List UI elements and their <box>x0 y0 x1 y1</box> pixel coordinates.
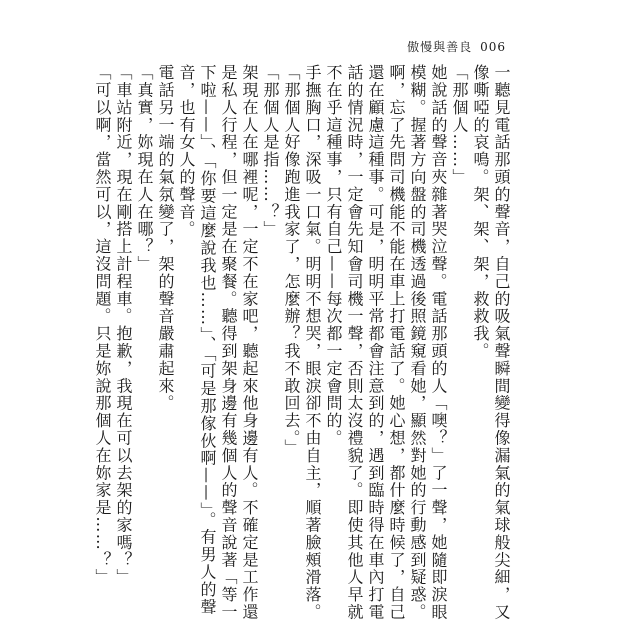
paragraph: 她說話的聲音夾雜著哭泣聲。電話那頭的人「噢？」了一聲，她隨即淚眼模糊。握著方向盤的司機透過後照鏡窺看她，顯然對她的行動感到疑惑。啊，忘了先問司機能不能在車上打電話了。她心想，都什麼時候了，自己還在顧慮這種事。可是，明明平常都會注意到的，遇到臨時得在車內打電話的情況時，一定會先知會司機一聲，否則太沒禮貌了。即使其他人早就不在乎這種事，只有自己——每次都一定會問的。 <box>324 64 448 621</box>
running-header <box>407 38 506 55</box>
paragraph: 「那個人……」 <box>450 64 469 186</box>
paragraph: 電話另一端的氣氛變了，架的聲音嚴肅起來。 <box>156 64 175 412</box>
paragraph: 「那個人是指……？」 <box>261 64 280 238</box>
paragraph: 「真實，妳現在人在哪？」 <box>135 64 154 273</box>
paragraph: 架現在人在哪裡呢，一定不在家吧，聽起來他身邊有人。不確定是工作還是私人行程，但一定是在聚餐。聽得到架身邊有幾個人的聲音說著「等一下啦——」、「你要這麼說我也……」、「可是那傢伙啊——」。有男人的聲音，也有女人的聲音。 <box>177 64 259 621</box>
paragraph: 「那個人好像跑進我家了，怎麼辦？我不敢回去。」 <box>282 64 301 457</box>
book-title: 傲慢與善良 <box>407 40 473 54</box>
paragraph: 一聽見電話那頭的聲音，自己的吸氣聲瞬間變得像漏氣的氣球般尖細，又像嘶啞的哀鳴。架、架、架，救救我。 <box>471 64 511 621</box>
paragraph: 「可以啊，當然可以，這沒問題。只是妳說那個人在妳家是……？」 <box>93 64 112 586</box>
page-number: 006 <box>480 40 506 54</box>
vertical-text-body <box>93 64 512 624</box>
paragraph: 「車站附近，現在剛搭上計程車。抱歉，我現在可以去架的家嗎？」 <box>114 64 133 586</box>
paragraph: 手撫胸口，深吸一口氣。明明不想哭，眼淚卻不由自主，順著臉頰滑落。 <box>303 64 322 621</box>
